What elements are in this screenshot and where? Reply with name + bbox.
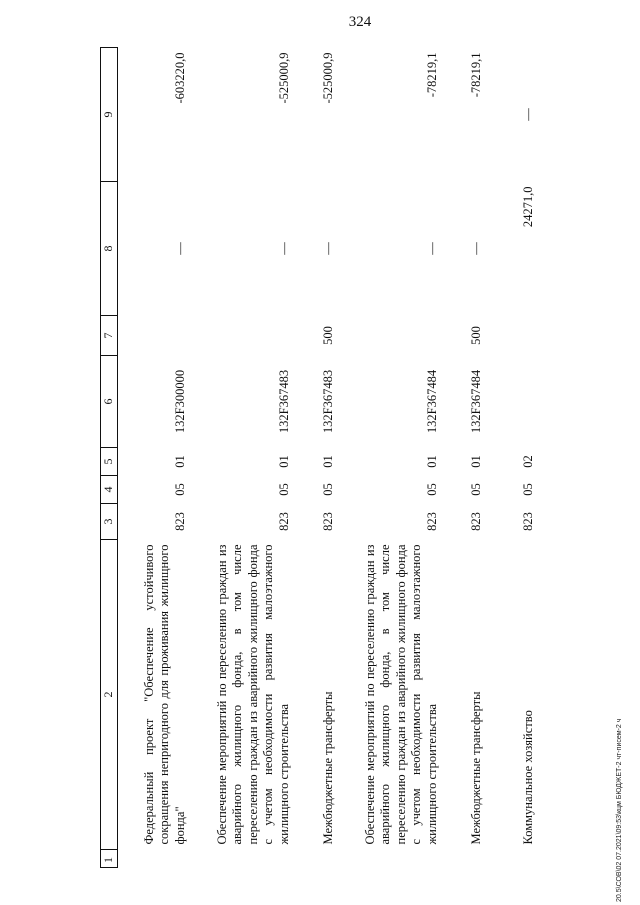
amount-col8-dash: — [276,242,291,255]
column-number: 6 [101,356,118,448]
ved-code: 823 [172,512,187,531]
target-article-code: 132F367484 [468,369,483,434]
footer-code-text: 20.5\СОВ\02 07.2021\09:53\кцм БЮДЖЕТ-2 чт-писем-2 ч [616,718,623,902]
rotated-sheet [100,48,580,868]
amount-col8-dash: — [468,242,483,255]
amount-col8-dash: — [320,242,335,255]
amount-col9: -525000,9 [276,52,291,104]
subsection-code: 02 [520,455,535,468]
column-number: 2 [101,540,118,850]
section-code: 05 [424,483,439,496]
row-name: Межбюджетные трансферты [320,691,335,845]
page-number: 324 [348,14,372,30]
target-article-code: 132F367483 [276,369,291,434]
column-number: 3 [101,504,118,540]
amount-col9: -78219,1 [468,52,483,98]
footer-code [612,22,628,902]
expense-type-code: 500 [468,326,483,345]
column-number: 7 [101,316,118,356]
column-number: 1 [101,850,118,868]
column-number: 4 [101,476,118,504]
table-row [444,48,488,868]
ved-code: 823 [276,512,291,531]
ved-code: 823 [424,512,439,531]
section-code: 05 [520,483,535,496]
expense-type-code [192,316,296,356]
subsection-code: 01 [320,455,335,468]
subsection-code: 01 [276,455,291,468]
amount-col9: -78219,1 [424,52,439,98]
column-number: 9 [101,48,118,182]
ved-code: 823 [468,512,483,531]
section-code: 05 [320,483,335,496]
row-blank-cell [296,850,340,868]
amount-col9: -603220,0 [172,52,187,104]
row-name: Федеральный проект "Обеспечение устойчивого сокращения непригодного для проживания жилищного фонда" [141,544,187,845]
row-blank-cell [488,850,540,868]
amount-col9-dash: — [520,108,535,121]
target-article-code: 132F367484 [424,369,439,434]
target-article-code [488,356,540,448]
amount-col9: -525000,9 [320,52,335,104]
subsection-code: 01 [468,455,483,468]
row-name: Коммунальное хозяйство [520,710,535,845]
column-number-row [101,48,118,868]
budget-table-wrapper [100,48,580,868]
section-code: 05 [468,483,483,496]
budget-table [100,47,540,868]
subsection-code: 01 [172,455,187,468]
target-article-code: 132F367483 [320,369,335,434]
row-blank-cell [118,850,193,868]
section-code: 05 [276,483,291,496]
amount-col8: 24271,0 [520,186,535,228]
target-article-code: 132F300000 [172,369,187,434]
table-row [118,48,193,868]
row-blank-cell [444,850,488,868]
amount-col8-dash: — [172,242,187,255]
row-name: Обеспечение мероприятий по переселению граждан из аварийного жилищного фонда, в том числе переселению граждан из аварийного жилищного фонда с учетом необходимости развития малоэтажного жилищного строительства [214,544,291,845]
row-name: Обеспечение мероприятий по переселению граждан из аварийного жилищного фонда, в том числе переселению граждан из аварийного жилищного фонда с учетом необходимости развития малоэтажного жилищного строительства [362,544,439,845]
row-name: Межбюджетные трансферты [468,691,483,845]
ved-code: 823 [320,512,335,531]
row-blank-cell [192,850,296,868]
table-row [340,48,444,868]
expense-type-code: 500 [320,326,335,345]
column-number: 5 [101,448,118,476]
expense-type-code [118,316,193,356]
table-row [488,48,540,868]
column-number: 8 [101,182,118,316]
ved-code: 823 [520,512,535,531]
expense-type-code [488,316,540,356]
row-blank-cell [340,850,444,868]
table-row [296,48,340,868]
amount-col8-dash: — [424,242,439,255]
subsection-code: 01 [424,455,439,468]
expense-type-code [340,316,444,356]
table-row [192,48,296,868]
section-code: 05 [172,483,187,496]
